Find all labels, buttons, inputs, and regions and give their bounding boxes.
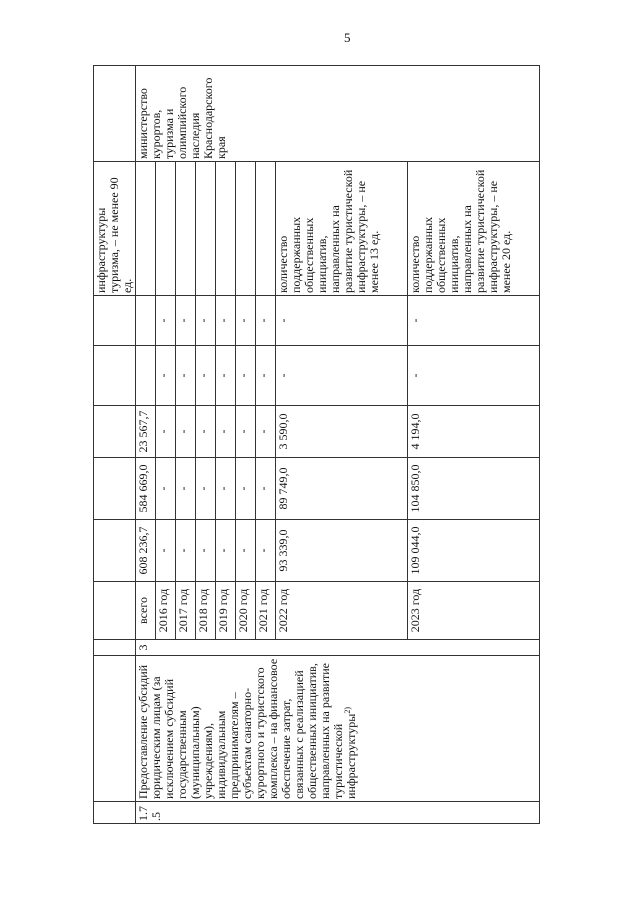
blank-cell [94, 66, 136, 162]
year-cell: 2017 год [176, 582, 196, 640]
year-cell: 2023 год [408, 582, 540, 640]
regional-cell: - [156, 458, 176, 520]
table-row [136, 66, 156, 824]
regional-cell: - [196, 458, 216, 520]
blank-cell [94, 520, 136, 582]
blank-cell [94, 656, 136, 802]
item-title [136, 656, 540, 802]
regional-cell: 104 850,0 [408, 458, 540, 520]
local-cell: - [156, 406, 176, 458]
year-cell: 2020 год [236, 582, 256, 640]
federal-cell: - [256, 346, 276, 406]
regional-cell: - [176, 458, 196, 520]
regional-cell: - [236, 458, 256, 520]
total-cell: - [176, 520, 196, 582]
indicator-cell [236, 162, 256, 296]
blank-cell [94, 296, 136, 346]
item-status: 3 [136, 640, 540, 656]
total-cell: 608 236,7 [136, 520, 156, 582]
indicator-cell [196, 162, 216, 296]
total-cell: - [256, 520, 276, 582]
total-cell: 109 044,0 [408, 520, 540, 582]
federal-cell: - [156, 346, 176, 406]
local-cell: 4 194,0 [408, 406, 540, 458]
program-table [93, 65, 540, 824]
blank-cell [94, 458, 136, 520]
rotated-table-wrapper [93, 66, 547, 824]
table-row-header [94, 66, 136, 824]
indicator-cell [216, 162, 236, 296]
year-cell: 2018 год [196, 582, 216, 640]
item-number: 1.7.5 [136, 802, 540, 824]
blank-cell [94, 346, 136, 406]
blank-cell [94, 406, 136, 458]
year-cell: 2022 год [276, 582, 408, 640]
page-number: 5 [344, 30, 351, 45]
regional-cell: 89 749,0 [276, 458, 408, 520]
other-cell: - [196, 296, 216, 346]
indicator-cell [156, 162, 176, 296]
other-cell [136, 296, 156, 346]
other-cell: - [276, 296, 408, 346]
item-title-text: Предоставление субсидий юридическим лицам (за исключением субсидий государственным (муниципальным) учреждениям), индивидуальным предпринимателям – субъектам санаторно-курортного и туристского комплекса – на финансовое обеспечение затрат, связанных с реализацией общественных инициатив, направленных на развитие туристической инфраструктуры [136, 658, 358, 799]
local-cell: 3 590,0 [276, 406, 408, 458]
federal-cell: - [216, 346, 236, 406]
other-cell: - [216, 296, 236, 346]
year-cell: всего [136, 582, 156, 640]
year-cell: 2019 год [216, 582, 236, 640]
blank-cell [94, 582, 136, 640]
regional-cell: - [216, 458, 236, 520]
indicator-cell [256, 162, 276, 296]
total-cell: - [156, 520, 176, 582]
local-cell: - [236, 406, 256, 458]
other-cell: - [236, 296, 256, 346]
year-cell: 2016 год [156, 582, 176, 640]
total-cell: - [216, 520, 236, 582]
federal-cell: - [196, 346, 216, 406]
federal-cell: - [236, 346, 256, 406]
local-cell: - [176, 406, 196, 458]
prev-indicator: инфраструктуры туризма, – не менее 90 ед. [94, 162, 136, 296]
executor: министерство курортов, туризма и олимпийского наследия Краснодарского края [136, 66, 540, 162]
other-cell: - [176, 296, 196, 346]
footnote-mark: 2) [343, 707, 352, 714]
other-cell: - [156, 296, 176, 346]
other-cell: - [408, 296, 540, 346]
other-cell: - [256, 296, 276, 346]
local-cell: - [216, 406, 236, 458]
local-cell: - [196, 406, 216, 458]
local-cell: - [256, 406, 276, 458]
year-cell: 2021 год [256, 582, 276, 640]
blank-cell [94, 640, 136, 656]
indicator-cell: количество поддержанных общественных инициатив, направленных на развитие туристической инфраструктуры, – не менее 13 ед. [276, 162, 408, 296]
local-cell: 23 567,7 [136, 406, 156, 458]
federal-cell: - [408, 346, 540, 406]
regional-cell: 584 669,0 [136, 458, 156, 520]
regional-cell: - [256, 458, 276, 520]
blank-cell [94, 802, 136, 824]
federal-cell: - [176, 346, 196, 406]
total-cell: 93 339,0 [276, 520, 408, 582]
federal-cell [136, 346, 156, 406]
indicator-cell [176, 162, 196, 296]
total-cell: - [236, 520, 256, 582]
indicator-cell [136, 162, 156, 296]
federal-cell: - [276, 346, 408, 406]
indicator-cell: количество поддержанных общественных инициатив, направленных на развитие туристической инфраструктуры, – не менее 20 ед. [408, 162, 540, 296]
total-cell: - [196, 520, 216, 582]
